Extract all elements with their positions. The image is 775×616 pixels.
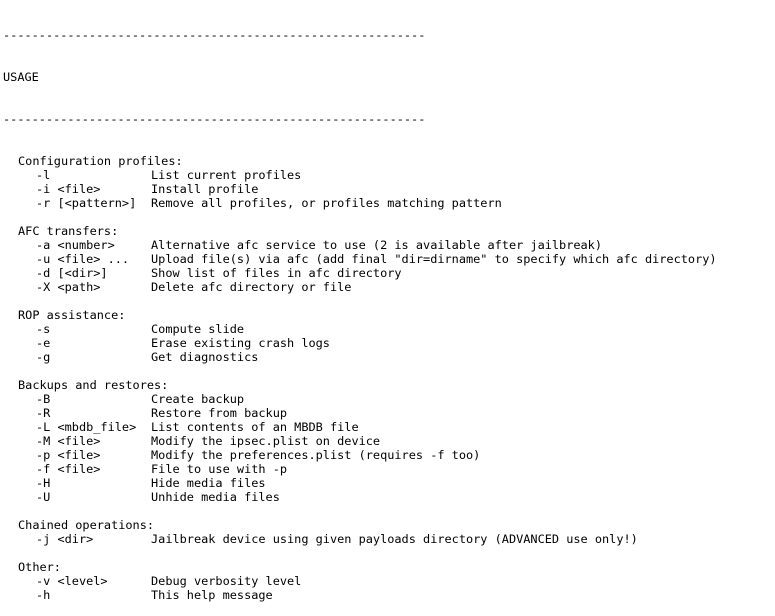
option-row: [3, 574, 775, 588]
option-row: [3, 280, 775, 294]
section-heading: Chained operations:: [18, 518, 155, 532]
option-flag: -i <file>: [36, 182, 101, 196]
option-description: Debug verbosity level: [151, 574, 302, 588]
option-flag: -X <path>: [36, 280, 101, 294]
section-spacer: [3, 504, 775, 518]
option-flag: -u <file> ...: [36, 252, 130, 266]
option-flag: -v <level>: [36, 574, 108, 588]
option-row: [3, 490, 775, 504]
option-row: [3, 420, 775, 434]
option-flag: -H: [36, 476, 51, 490]
option-description: Erase existing crash logs: [151, 336, 330, 350]
top-rule: -----------------------------------------------------------: [3, 28, 426, 42]
option-row: [3, 392, 775, 406]
section-spacer: [3, 210, 775, 224]
option-description: List current profiles: [151, 168, 302, 182]
option-description: Modify the ipsec.plist on device: [151, 434, 381, 448]
option-description: Delete afc directory or file: [151, 280, 352, 294]
option-row: [3, 168, 775, 182]
option-row: [3, 406, 775, 420]
option-flag: -d [<dir>]: [36, 266, 108, 280]
option-row: [3, 196, 775, 210]
option-description: Jailbreak device using given payloads directory (ADVANCED use only!): [151, 532, 638, 546]
option-description: Remove all profiles, or profiles matching pattern: [151, 196, 502, 210]
option-row: [3, 182, 775, 196]
option-description: Install profile: [151, 182, 259, 196]
option-row: [3, 448, 775, 462]
option-row: [3, 532, 775, 546]
option-flag: -M <file>: [36, 434, 101, 448]
option-flag: -e: [36, 336, 51, 350]
option-flag: -U: [36, 490, 51, 504]
option-description: File to use with -p: [151, 462, 288, 476]
option-row: [3, 266, 775, 280]
option-flag: -s: [36, 322, 51, 336]
bottom-rule: -----------------------------------------------------------: [3, 112, 426, 126]
option-row: [3, 322, 775, 336]
option-description: Show list of files in afc directory: [151, 266, 402, 280]
option-row: [3, 336, 775, 350]
usage-title: USAGE: [3, 70, 39, 84]
option-flag: -a <number>: [36, 238, 115, 252]
option-flag: -f <file>: [36, 462, 101, 476]
option-description: Restore from backup: [151, 406, 288, 420]
option-row: [3, 252, 775, 266]
option-row: [3, 462, 775, 476]
option-flag: -R: [36, 406, 51, 420]
option-flag: -g: [36, 350, 51, 364]
section-spacer: [3, 294, 775, 308]
option-row: [3, 350, 775, 364]
section-heading: Other:: [18, 560, 61, 574]
option-flag: -p <file>: [36, 448, 101, 462]
option-flag: -j <dir>: [36, 532, 94, 546]
option-description: Modify the preferences.plist (requires -f too): [151, 448, 481, 462]
option-description: Create backup: [151, 392, 245, 406]
section-heading: AFC transfers:: [18, 224, 119, 238]
option-description: Unhide media files: [151, 490, 280, 504]
option-flag: -l: [36, 168, 51, 182]
section-heading: Backups and restores:: [18, 378, 169, 392]
option-flag: -B: [36, 392, 51, 406]
option-row: [3, 588, 775, 602]
option-description: This help message: [151, 588, 273, 602]
option-row: [3, 238, 775, 252]
option-flag: -L <mbdb_file>: [36, 420, 137, 434]
usage-sections: [3, 154, 775, 602]
option-row: [3, 434, 775, 448]
option-flag: -r [<pattern>]: [36, 196, 137, 210]
section-spacer: [3, 546, 775, 560]
section-spacer: [3, 364, 775, 378]
option-description: Compute slide: [151, 322, 245, 336]
option-description: Get diagnostics: [151, 350, 259, 364]
option-row: [3, 476, 775, 490]
option-description: Alternative afc service to use (2 is available after jailbreak): [151, 238, 603, 252]
section-heading: ROP assistance:: [18, 308, 126, 322]
option-description: List contents of an MBDB file: [151, 420, 359, 434]
option-description: Hide media files: [151, 476, 266, 490]
option-description: Upload file(s) via afc (add final "dir=dirname" to specify which afc directory): [151, 252, 717, 266]
option-flag: -h: [36, 588, 51, 602]
section-heading: Configuration profiles:: [18, 154, 183, 168]
